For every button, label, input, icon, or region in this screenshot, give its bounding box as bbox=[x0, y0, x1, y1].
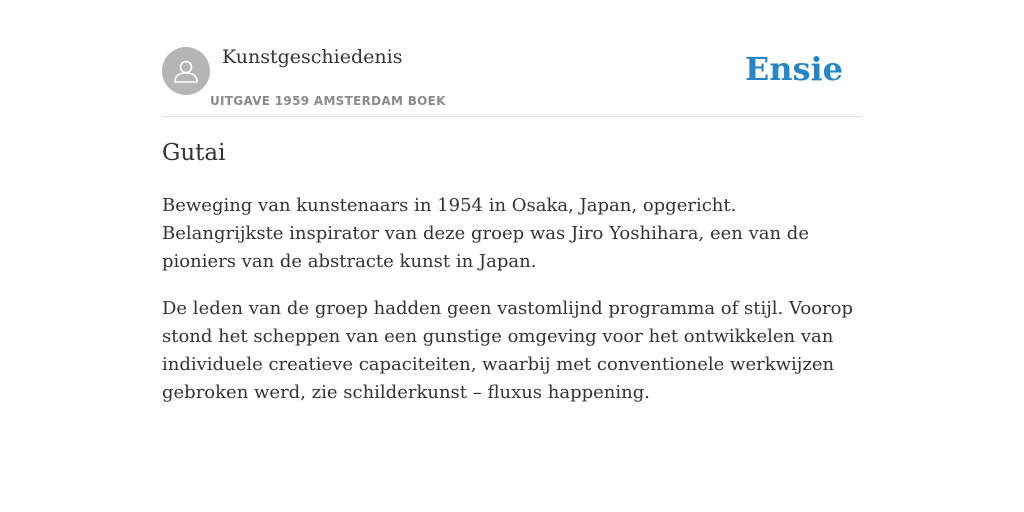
article-paragraph: De leden van de groep hadden geen vastomlijnd programma of stijl. Voorop stond het scheppen van een gunstige omgeving voor het ontwikkelen van individuele creatieve capaciteiten, waarbij met conventionele werkwijzen gebroken werd, zie schilderkunst – fluxus happening. bbox=[162, 298, 853, 403]
page-container bbox=[162, 0, 862, 403]
brand-logo[interactable]: Ensie bbox=[744, 50, 843, 88]
article-header bbox=[162, 0, 862, 117]
article-paragraph: Beweging van kunstenaars in 1954 in Osaka, Japan, opgericht. Belangrijkste inspirator van deze groep was Jiro Yoshihara, een van de pioniers van de abstracte kunst in Japan. bbox=[162, 195, 809, 272]
edition-label[interactable]: UITGAVE 1959 AMSTERDAM BOEK bbox=[210, 94, 446, 108]
article-title: Gutai bbox=[162, 140, 226, 166]
user-icon bbox=[172, 57, 200, 85]
avatar[interactable] bbox=[162, 47, 210, 95]
category-link[interactable]: Kunstgeschiedenis bbox=[222, 46, 403, 68]
